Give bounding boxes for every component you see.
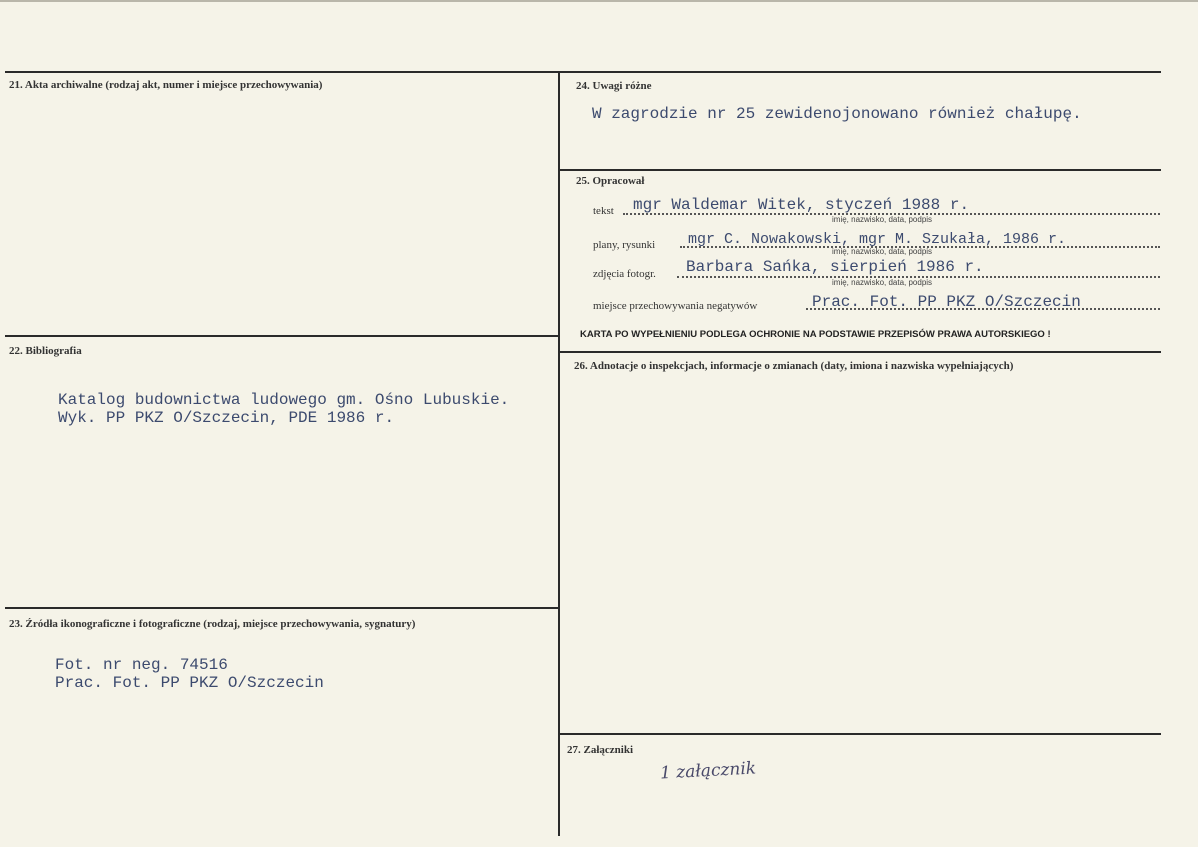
bibliography-line-2: Wyk. PP PKZ O/Szczecin, PDE 1986 r. [58, 409, 395, 427]
plany-value: mgr C. Nowakowski, mgr M. Szukała, 1986 r. [688, 231, 1067, 248]
section-22-label: 22. Bibliografia [9, 345, 82, 357]
section-25-label: 25. Opracował [576, 175, 645, 187]
section-21-label: 21. Akta archiwalne (rodzaj akt, numer i miejsce przechowywania) [9, 79, 323, 91]
section-23-label: 23. Źródła ikonograficzne i fotograficzne (rodzaj, miejsce przechowywania, sygnatury) [9, 618, 416, 630]
sources-line-2: Prac. Fot. PP PKZ O/Szczecin [55, 674, 324, 692]
zdjecia-value: Barbara Sańka, sierpień 1986 r. [686, 258, 984, 276]
rule-24-25 [560, 169, 1161, 171]
tekst-hint: imię, nazwisko, data, podpis [832, 215, 933, 224]
section-27-label: 27. Załączniki [567, 744, 634, 756]
negatywy-label: miejsce przechowywania negatywów [593, 300, 758, 312]
plany-label: plany, rysunki [593, 239, 656, 251]
rule-25-26 [560, 351, 1161, 353]
section-24-label: 24. Uwagi różne [576, 80, 652, 92]
rule-26-27 [560, 733, 1161, 735]
zdjecia-hint: imię, nazwisko, data, podpis [832, 278, 933, 287]
rule-22-23 [5, 607, 558, 609]
remarks-text: W zagrodzie nr 25 zewidenojonowano również chałupę. [592, 105, 1082, 123]
section-26-label: 26. Adnotacje o inspekcjach, informacje o zmianach (daty, imiona i nazwiska wypełniających) [574, 360, 1014, 372]
rule-21-22 [5, 335, 558, 337]
attachments-handwritten: 1 załącznik [659, 758, 757, 784]
zdjecia-label: zdjęcia fotogr. [593, 268, 656, 280]
center-divider [558, 71, 560, 836]
tekst-value: mgr Waldemar Witek, styczeń 1988 r. [633, 196, 970, 214]
bibliography-line-1: Katalog budownictwa ludowego gm. Ośno Lubuskie. [58, 391, 510, 409]
copyright-warning: KARTA PO WYPEŁNIENIU PODLEGA OCHRONIE NA PODSTAWIE PRZEPISÓW PRAWA AUTORSKIEGO ! [580, 329, 1051, 340]
tekst-label: tekst [593, 205, 614, 217]
top-rule [5, 71, 1161, 73]
negatywy-value: Prac. Fot. PP PKZ O/Szczecin [812, 293, 1081, 311]
plany-hint: imię, nazwisko, data, podpis [832, 247, 933, 256]
sources-line-1: Fot. nr neg. 74516 [55, 656, 228, 674]
